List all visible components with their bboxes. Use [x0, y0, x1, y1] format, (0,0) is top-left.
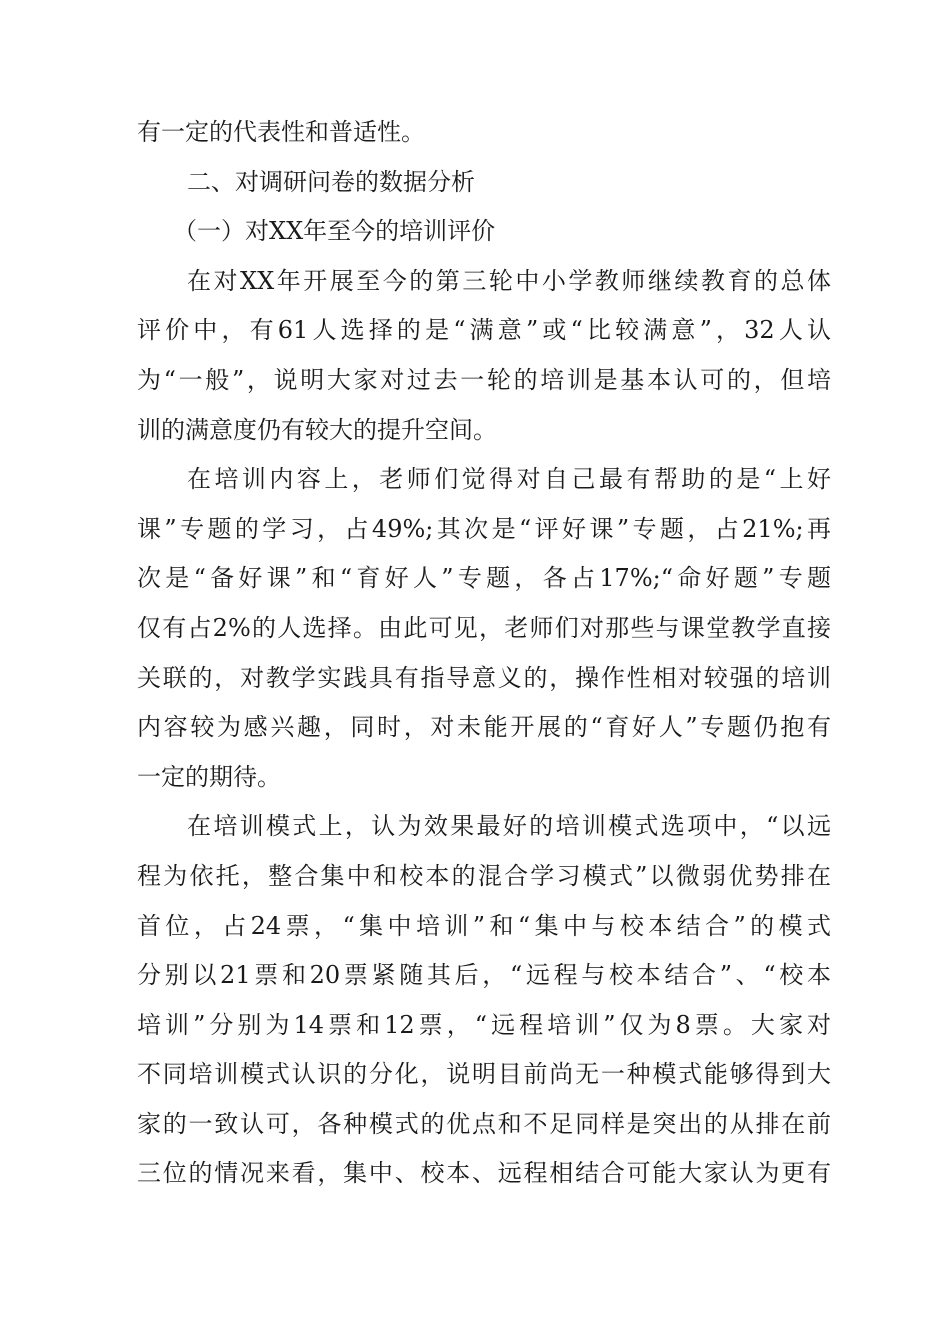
text-line: 为“一般”，说明大家对过去一轮的培训是基本认可的，但培 [137, 365, 831, 394]
text-line: 关联的，对教学实践具有指导意义的，操作性相对较强的培训 [137, 663, 831, 692]
subsection-heading: （一）对XX年至今的培训评价 [173, 217, 496, 246]
text-line: 首位，占24票，“集中培训”和“集中与校本结合”的模式 [137, 911, 831, 940]
text-line: 分别以21票和20票紧随其后，“远程与校本结合”、“校本 [137, 961, 831, 990]
section-heading: 二、对调研问卷的数据分析 [187, 167, 475, 196]
text-line: 仅有占2%的人选择。由此可见，老师们对那些与课堂教学直接 [137, 613, 831, 642]
text-line: 课”专题的学习，占49%;其次是“评好课”专题，占21%;再 [137, 514, 831, 543]
text-line: 培训”分别为14票和12票，“远程培训”仅为8票。大家对 [137, 1010, 831, 1039]
document-body [137, 108, 831, 1199]
text-line: 在对XX年开展至今的第三轮中小学教师继续教育的总体 [187, 266, 831, 295]
text-line: 程为依托，整合集中和校本的混合学习模式”以微弱优势排在 [137, 861, 831, 890]
text-line: 不同培训模式认识的分化，说明目前尚无一种模式能够得到大 [137, 1060, 831, 1089]
text-line: 有一定的代表性和普适性。 [137, 118, 425, 146]
text-line: 家的一致认可，各种模式的优点和不足同样是突出的从排在前 [137, 1109, 831, 1138]
text-line: 在培训模式上，认为效果最好的培训模式选项中，“以远 [187, 812, 831, 841]
text-line: 一定的期待。 [137, 762, 281, 791]
text-line: 三位的情况来看，集中、校本、远程相结合可能大家认为更有 [137, 1159, 831, 1188]
text-line: 评价中，有61人选择的是“满意”或“比较满意”，32人认 [137, 316, 831, 345]
text-line: 训的满意度仍有较大的提升空间。 [137, 415, 497, 444]
text-line: 次是“备好课”和“育好人”专题，各占17%;“命好题”专题 [137, 564, 831, 593]
text-line: 内容较为感兴趣，同时，对未能开展的“育好人”专题仍抱有 [137, 713, 831, 742]
text-line: 在培训内容上，老师们觉得对自己最有帮助的是“上好 [187, 465, 831, 494]
